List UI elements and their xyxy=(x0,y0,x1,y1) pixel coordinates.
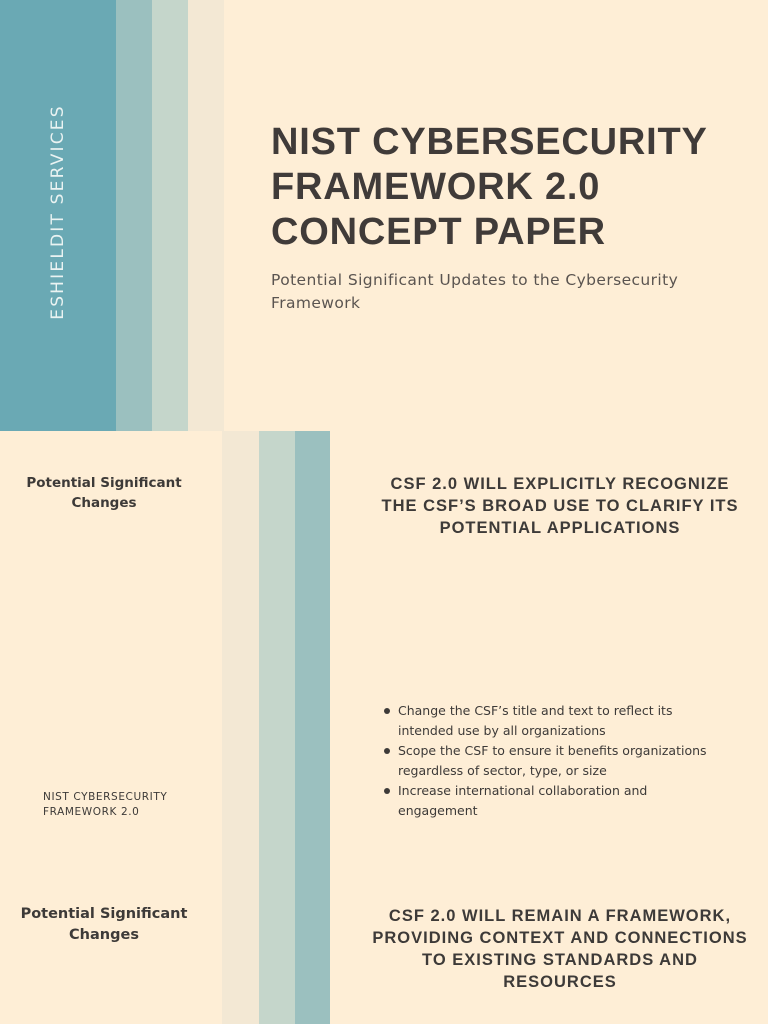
cover-band-sage xyxy=(152,0,188,431)
page-subtitle: Potential Significant Updates to the Cybersecurity Framework xyxy=(271,271,679,312)
list-item-text: Change the CSF’s title and text to reflect its intended use by all organizations xyxy=(398,703,673,738)
framework-side-note: NIST CYBERSECURITY FRAMEWORK 2.0 xyxy=(43,791,168,818)
lower-band-sage xyxy=(259,431,295,1024)
lower-band-teal xyxy=(295,431,330,1024)
cover-band-cream xyxy=(188,0,224,431)
list-item-text: Scope the CSF to ensure it benefits organizations regardless of sector, type, or size xyxy=(398,743,707,778)
page-title: NIST CYBERSECURITY FRAMEWORK 2.0 CONCEPT PAPER xyxy=(271,121,707,253)
cover-band-teal-light xyxy=(116,0,152,431)
lower-band-cream xyxy=(222,431,259,1024)
list-item xyxy=(382,701,712,741)
cover-section xyxy=(0,0,768,431)
section2-side-heading: Potential Significant Changes xyxy=(20,906,188,943)
list-item xyxy=(382,781,712,821)
brand-name-vertical: ESHIELDIT SERVICES xyxy=(48,104,68,320)
list-item xyxy=(382,741,712,781)
section2-heading: CSF 2.0 WILL REMAIN A FRAMEWORK, PROVIDING CONTEXT AND CONNECTIONS TO EXISTING STANDARDS AND RESOURCES xyxy=(372,907,748,991)
section1-side-heading: Potential Significant Changes xyxy=(26,475,182,511)
section1-heading: CSF 2.0 WILL EXPLICITLY RECOGNIZE THE CSF’S BROAD USE TO CLARIFY ITS POTENTIAL APPLICATIONS xyxy=(381,475,739,537)
list-item-text: Increase international collaboration and engagement xyxy=(398,783,648,818)
bullet-icon xyxy=(384,788,390,794)
section1-bullet-list xyxy=(382,701,712,821)
bullet-icon xyxy=(384,748,390,754)
bullet-icon xyxy=(384,708,390,714)
